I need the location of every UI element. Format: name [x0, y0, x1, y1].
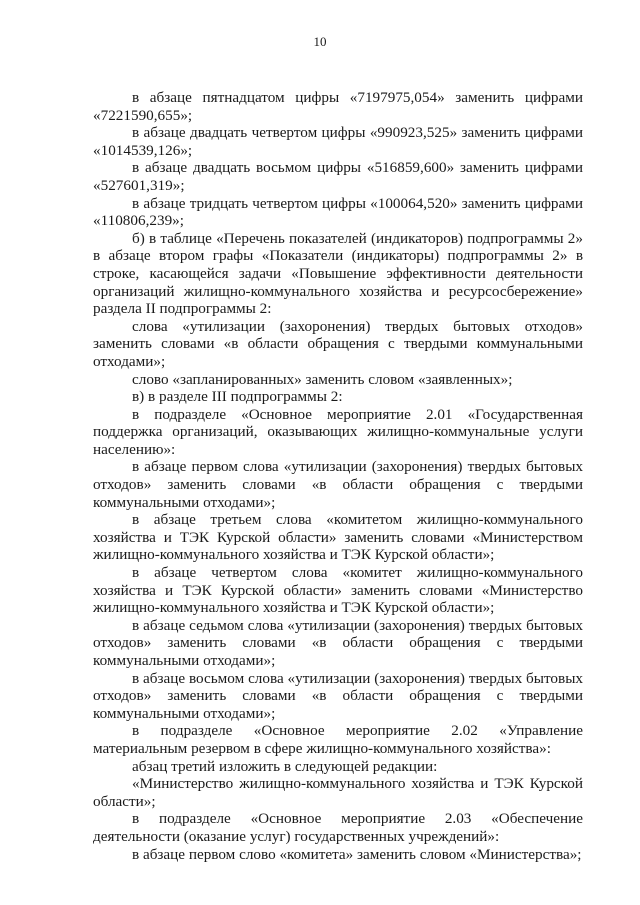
paragraph-abzac-24: в абзаце двадцать четвертом цифры «990923,525» заменить цифрами «1014539,126»; [93, 124, 583, 159]
document-body [93, 89, 583, 863]
paragraph-abzac-1: в абзаце первом слова «утилизации (захоронения) твердых бытовых отходов» заменить словами «в области обращения с твердыми коммунальными отходами»; [93, 458, 583, 511]
paragraph-item-v: в) в разделе III подпрограммы 2: [132, 388, 343, 406]
paragraph-subsection-2-03: в подразделе «Основное мероприятие 2.03 «Обеспечение деятельности (оказание услуг) государственных учреждений»: [93, 810, 583, 845]
paragraph-abzac-28: в абзаце двадцать восьмом цифры «516859,600» заменить цифрами «527601,319»; [93, 159, 583, 194]
paragraph-abzac-3-edit: абзац третий изложить в следующей редакции: [132, 757, 438, 775]
paragraph-abzac-8: в абзаце восьмом слова «утилизации (захоронения) твердых бытовых отходов» заменить словами «в области обращения с твердыми коммунальными отходами»; [93, 669, 583, 722]
paragraph-subsection-2-01: в подразделе «Основное мероприятие 2.01 «Государственная поддержка организаций, оказывающих жилищно-коммунальные услуги населению»: [93, 405, 583, 458]
paragraph-abzac-7: в абзаце седьмом слова «утилизации (захоронения) твердых бытовых отходов» заменить словами «в области обращения с твердыми коммунальными отходами»; [93, 616, 583, 669]
paragraph-abzac-1-committee: в абзаце первом слово «комитета» заменить словом «Министерства»; [132, 845, 582, 863]
paragraph-item-b: б) в таблице «Перечень показателей (индикаторов) подпрограммы 2» в абзаце втором графы «Показатели (индикаторы) подпрограммы 2» в строке, касающейся задачи «Повышение эффективности деятельности организаций жилищно-коммунального хозяйства и ресурсосбережение» раздела II подпрограммы 2: [93, 229, 583, 318]
page-number: 10 [313, 34, 327, 49]
paragraph-abzac-4: в абзаце четвертом слова «комитет жилищно-коммунального хозяйства и ТЭК Курской области» заменить словами «Министерство жилищно-коммунального хозяйства и ТЭК Курской области»; [93, 564, 583, 617]
paragraph-subsection-2-02: в подразделе «Основное мероприятие 2.02 «Управление материальным резервом в сфере жилищно-коммунального хозяйства»: [93, 722, 583, 757]
paragraph-words-utilization: слова «утилизации (захоронения) твердых бытовых отходов» заменить словами «в области обращения с твердыми коммунальными отходами»; [93, 317, 583, 370]
paragraph-abzac-3: в абзаце третьем слова «комитетом жилищно-коммунального хозяйства и ТЭК Курской области» заменить словами «Министерством жилищно-коммунального хозяйства и ТЭК Курской области»; [93, 511, 583, 564]
paragraph-abzac-34: в абзаце тридцать четвертом цифры «100064,520» заменить цифрами «110806,239»; [93, 194, 583, 230]
paragraph-word-planned: слово «запланированных» заменить словом «заявленных»; [132, 370, 513, 388]
paragraph-ministry-name: «Министерство жилищно-коммунального хозяйства и ТЭК Курской области»; [93, 775, 583, 810]
paragraph-abzac-15: в абзаце пятнадцатом цифры «7197975,054» заменить цифрами «7221590,655»; [93, 89, 583, 124]
